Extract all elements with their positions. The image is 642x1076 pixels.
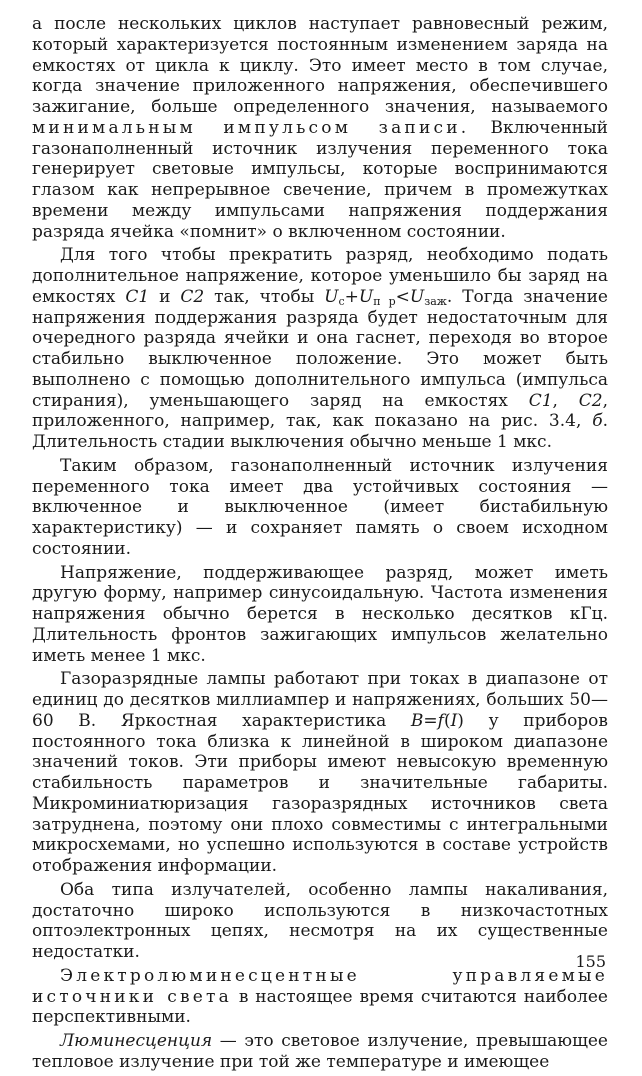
text-run: — это световое излучение, превышающее тепловое излучение при той же температуре и имеющее	[32, 1031, 608, 1072]
capacitor-c2: C2	[180, 286, 205, 307]
capacitor-c1: C1	[528, 390, 553, 411]
text-run: и	[149, 286, 181, 307]
paragraph-4	[32, 563, 608, 667]
text-run: Для того чтобы прекратить разряд, необходимо подать дополнительное напряжение, которое уменьшило бы заряд на емкостях	[32, 245, 608, 307]
formula-symbol: B	[410, 710, 424, 731]
paragraph-8	[32, 1031, 608, 1073]
formula-operator: (	[443, 710, 451, 731]
paragraph-6	[32, 880, 608, 963]
text-run: а после нескольких циклов наступает равновесный режим, который характеризуется постоянным изменением заряда на емкостях от цикла к циклу. Это имеет место в том случае, когда значение приложенного напряжения, обеспечившего зажигание, больше определенного значения, называемого	[32, 14, 608, 117]
formula-subscript: с	[338, 294, 345, 308]
formula-operator: +	[344, 286, 359, 307]
text-run: , приложенного, например, так, как показано на рис. 3.4,	[32, 390, 608, 432]
formula-operator: =	[423, 710, 438, 731]
formula-symbol: f	[437, 710, 444, 731]
text-run: . Длительность стадии выключения обычно меньше 1 мкс.	[32, 411, 608, 452]
formula-symbol: U	[409, 286, 425, 307]
formula-subscript: п р	[373, 294, 396, 308]
paragraph-5	[32, 669, 608, 877]
formula-operator: <	[395, 286, 410, 307]
text-run: так, чтобы	[204, 286, 325, 307]
capacitor-c2: C2	[578, 390, 603, 411]
capacitor-c1: C1	[125, 286, 150, 307]
paragraph-7	[32, 966, 608, 1028]
paragraph-2	[32, 245, 608, 453]
text-run: ,	[552, 390, 579, 411]
text-run: . Тогда значение напряжения поддержания разряда будет недостаточным для очередного разряда ячейки и она гаснет, переходя во второе стабильно выключенное положение. Это может быть выполнено с помощью дополнительного импульса (импульса стирания), уменьшающего заряд на емкостях	[32, 286, 608, 411]
formula-symbol: U	[358, 286, 374, 307]
text-run: ) у приборов постоянного тока близка к линейной в широком диапазоне значений токов. Эти приборы имеют невысокую временную стабильность параметров и значительные габариты. Микроминиатюризация газоразрядных источников света затруднена, поэтому они плохо совместимы с интегральными микросхемами, но успешно используются в составе устройств отображения информации.	[32, 710, 608, 876]
formula-subscript: заж	[424, 294, 447, 308]
text-run: в настоящее время считаются наиболее перспективными.	[32, 986, 608, 1028]
page-number: 155	[575, 952, 606, 971]
figure-ref-letter: б	[592, 411, 603, 432]
text-run: Таким образом, газонаполненный источник излучения переменного тока имеет два устойчивых состояния — включенное и выключенное (имеет бистабильную характеристику) — и сохраняет память о своем исходном состоянии.	[32, 455, 608, 559]
text-run: . Включенный газонаполненный источник излучения переменного тока генерирует световые импульсы, которые воспринимаются глазом как непрерывное свечение, причем в промежутках времени между импульсами напряжения поддержания разряда ячейка «помнит» о включенном состоянии.	[32, 117, 608, 242]
term-minimum-write-pulse: минимальным импульсом записи	[32, 117, 461, 138]
text-run: Оба типа излучателей, особенно лампы накаливания, достаточно широко используются в низкочастотных оптоэлектронных цепях, несмотря на их существенные недостатки.	[32, 879, 608, 962]
term-electroluminescent-sources: Электролюминесцентные управляемые источники света	[32, 965, 608, 1007]
page-text	[32, 14, 608, 1076]
text-run: Напряжение, поддерживающее разряд, может иметь другую форму, например синусоидальную. Частота изменения напряжения обычно берется в несколько десятков кГц. Длительность фронтов зажигающих импульсов желательно иметь менее 1 мкс.	[32, 562, 608, 666]
formula-symbol: U	[324, 286, 339, 307]
formula-symbol: I	[450, 710, 458, 731]
paragraph-3	[32, 456, 608, 560]
text-run: Газоразрядные лампы работают при токах в диапазоне от единиц до десятков миллиампер и напряжениях, больших 50—60 В. Яркостная характеристика	[32, 669, 608, 731]
paragraph-1	[32, 14, 608, 242]
term-luminescence: Люминесценция	[60, 1031, 213, 1051]
